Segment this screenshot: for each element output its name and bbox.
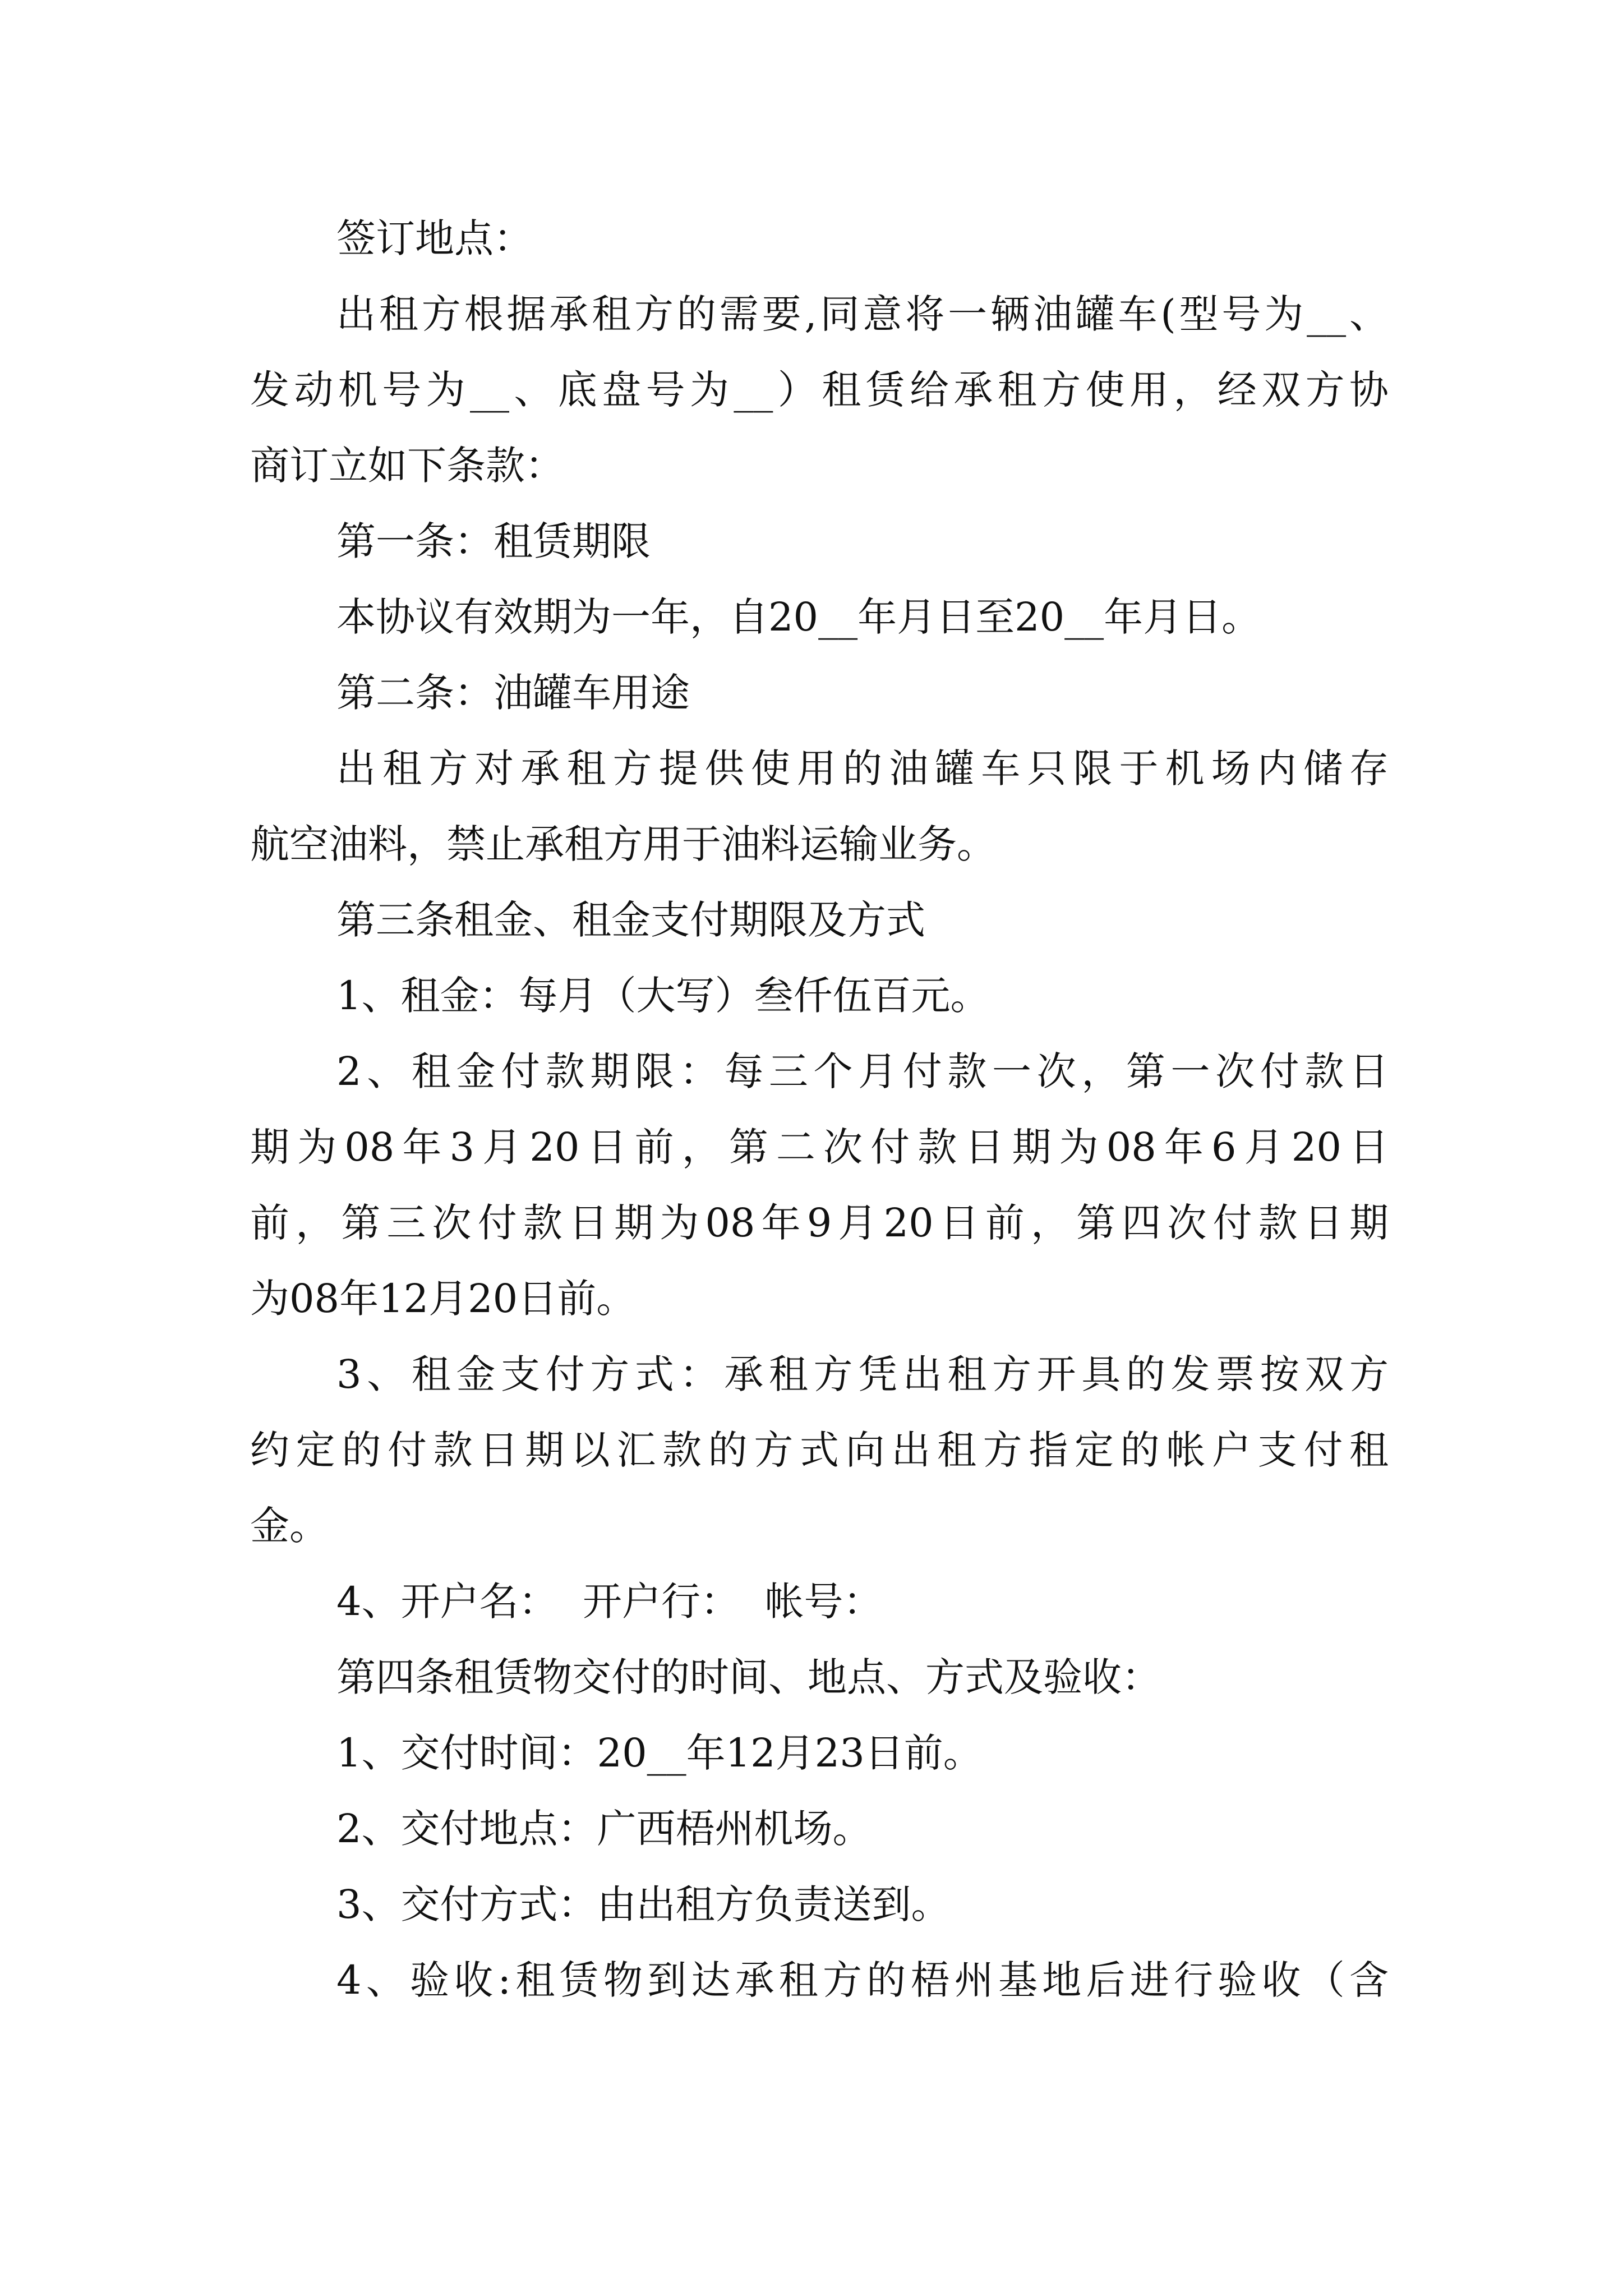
paragraph-line: 前，第三次付款日期为08年9月20日前，第四次付款日期 [250,1200,1389,1246]
paragraph-line: 发动机号为__、底盘号为__）租赁给承租方使用，经双方协 [250,367,1389,413]
paragraph-line: 金。 [250,1503,329,1549]
paragraph-line: 出租方根据承租方的需要,同意将一辆油罐车(型号为__、 [336,291,1389,337]
list-item: 4、验收:租赁物到达承租方的梧州基地后进行验收（含 [336,1957,1389,2003]
paragraph-line: 为08年12月20日前。 [250,1276,636,1322]
signing-location-line: 签订地点： [336,215,533,261]
list-item: 3、租金支付方式：承租方凭出租方开具的发票按双方 [336,1351,1389,1397]
list-item: 2、租金付款期限：每三个月付款一次，第一次付款日 [336,1048,1389,1094]
list-item: 3、交付方式：由出租方负责送到。 [336,1881,951,1927]
article-heading: 第四条租赁物交付的时间、地点、方式及验收： [336,1654,1161,1700]
article-heading: 第二条：油罐车用途 [336,670,690,716]
paragraph-line: 商订立如下条款： [250,443,564,489]
paragraph-line: 出租方对承租方提供使用的油罐车只限于机场内储存 [336,746,1389,792]
paragraph-line: 本协议有效期为一年，自20__年月日至20__年月日。 [336,594,1261,640]
paragraph-line: 航空油料，禁止承租方用于油料运输业务。 [250,821,996,867]
list-item: 1、租金：每月（大写）叁仟伍百元。 [336,973,990,1019]
list-item: 4、开户名： 开户行： 帐号： [336,1579,883,1625]
list-item: 1、交付时间：20__年12月23日前。 [336,1730,983,1776]
list-item: 2、交付地点：广西梧州机场。 [336,1806,872,1852]
article-heading: 第三条租金、租金支付期限及方式 [336,897,925,943]
paragraph-line: 期为08年3月20日前，第二次付款日期为08年6月20日 [250,1124,1389,1170]
article-heading: 第一条：租赁期限 [336,518,651,564]
paragraph-line: 约定的付款日期以汇款的方式向出租方指定的帐户支付租 [250,1427,1389,1473]
